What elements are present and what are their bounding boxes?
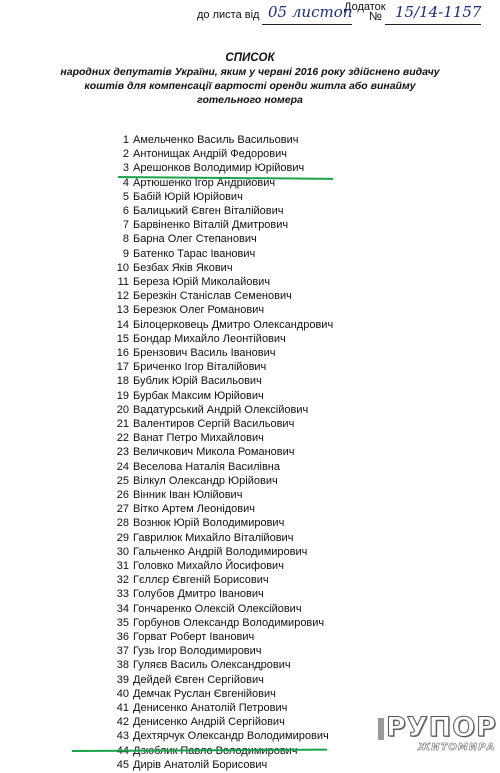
list-item-number: 14 [116,318,129,331]
list-item-number: 22 [116,432,129,445]
list-item-number: 9 [122,247,129,260]
subtitle-line: готельного номера [197,94,303,106]
list-item-number: 12 [116,290,129,303]
list-item-name: Гончаренко Олексій Олексійович [133,602,302,615]
list-item [0,532,500,546]
list-item [0,276,500,290]
list-item [0,759,500,773]
list-item-number: 43 [116,730,129,743]
list-item-number: 10 [116,261,129,274]
list-item [0,588,500,602]
list-item [0,688,500,702]
list-item [0,631,500,645]
list-item-number: 6 [122,205,129,217]
list-item [0,162,500,176]
list-item [0,446,500,460]
list-item [0,645,500,659]
list-item-name: Гальченко Андрій Володимирович [133,545,308,558]
list-item-name: Бабій Юрій Юрійович [133,190,243,203]
list-item-name: Безбах Яків Якович [133,261,233,274]
list-item-name: Гузь Ігор Володимирович [133,645,262,658]
list-item-number: 27 [116,503,129,516]
list-item-number: 39 [116,673,129,686]
list-item-number: 45 [116,758,129,771]
list-item-name: Арешонков Володимир Юрійович [133,162,305,175]
list-item-number: 28 [116,517,129,530]
list-item-name: Бублик Юрій Васильович [133,375,262,388]
list-item-number: 13 [116,304,129,317]
list-item-name: Бурбак Максим Юрійович [133,389,264,402]
list-item-number: 17 [116,361,129,374]
list-item-name: Головко Михайло Йосифович [133,560,284,572]
list-item [0,390,500,404]
list-item-number: 44 [116,744,129,757]
list-item [0,333,500,347]
list-item [0,489,500,503]
list-item-name: Батенко Тарас Іванович [133,247,256,260]
list-item [0,404,500,418]
list-item-number: 31 [116,560,129,572]
list-item-name: Барвіненко Віталій Дмитрович [133,219,289,232]
list-item-name: Денисенко Андрій Сергійович [133,716,285,729]
list-item [0,134,500,148]
list-item-name: Вадатурський Андрій Олексійович [133,403,309,416]
list-item-number: 23 [116,446,129,459]
list-item [0,290,500,304]
list-item-name: Антонищак Андрій Федорович [133,148,288,161]
list-item [0,375,500,389]
list-item-name: Демчак Руслан Євгенійович [133,687,276,700]
list-item [0,219,500,233]
list-item [0,560,500,574]
list-item-number: 21 [116,418,129,430]
list-item-number: 2 [122,148,129,161]
list-item [0,503,500,517]
list-item [0,191,500,205]
list-item-number: 33 [116,588,129,601]
list-item-name: Бриченко Ігор Віталійович [133,361,267,374]
list-item-name: Береза Юрій Миколайович [133,276,271,288]
list-item-name: Березкін Станіслав Семенович [133,290,292,303]
logo-sub-text: ЖИТОМИРА [418,742,496,753]
list-item-number: 15 [116,332,129,345]
list-item [0,432,500,446]
list-item [0,148,500,162]
list-item-number: 16 [116,347,129,359]
handwritten-date: 05 листоп [268,3,353,21]
list-item-number: 38 [116,659,129,672]
list-item [0,361,500,375]
list-item-name: Величкович Микола Романович [133,446,295,459]
list-item-name: Брензович Василь Іванович [133,347,276,359]
list-item-number: 26 [116,489,129,501]
list-item [0,674,500,688]
list-item-number: 7 [122,219,129,232]
list-item [0,659,500,673]
list-item-name: Вознюк Юрій Володимирович [133,517,285,530]
list-item [0,418,500,432]
list-item-name: Вінник Іван Юлійович [133,489,243,501]
list-item [0,574,500,588]
handwritten-number: 15/14-1157 [395,3,482,21]
subtitle-line: коштів для компенсації вартості оренди житла або винайму [84,80,416,92]
list-item [0,248,500,262]
list-item [0,617,500,631]
list-item-name: Дирів Анатолій Борисович [133,758,268,771]
list-item [0,304,500,318]
list-item [0,262,500,276]
date-underline [262,24,352,25]
list-item-name: Гаврилюк Михайло Віталійович [133,531,294,544]
number-label: № [369,9,382,23]
list-item [0,347,500,361]
list-item-name: Горбунов Олександр Володимирович [133,616,325,629]
list-item-number: 4 [122,176,129,189]
watermark-logo [378,712,496,758]
list-item-number: 40 [116,687,129,700]
number-underline [385,24,481,25]
list-item-number: 19 [116,389,129,402]
document-title: СПИСОК [225,52,275,64]
list-item-number: 18 [116,375,129,388]
list-item-name: Березюк Олег Романович [133,304,265,317]
list-item [0,517,500,531]
list-item-name: Артюшенко Ігор Андрійович [133,176,276,189]
list-item-name: Голубов Дмитро Іванович [133,588,264,601]
list-item-number: 25 [116,474,129,487]
list-item-number: 20 [116,403,129,416]
list-item-number: 42 [116,716,129,729]
list-item-number: 5 [122,190,129,203]
list-item-number: 29 [116,531,129,544]
list-item-name: Дейдей Євген Сергійович [133,673,264,686]
list-item-name: Веселова Наталія Василівна [133,460,280,473]
list-item-number: 30 [116,545,129,558]
list-item-number: 11 [117,276,129,288]
list-item-number: 35 [116,616,129,629]
list-item-name: Гєллєр Євгеній Борисович [133,574,269,587]
logo-mark [378,718,384,740]
addendum-label: Додаток [344,1,386,13]
list-item-name: Горват Роберт Іванович [133,631,255,643]
list-item-number: 32 [116,574,129,587]
list-item-name: Бондар Михайло Леонтійович [133,332,286,345]
list-item [0,603,500,617]
list-item-name: Денисенко Анатолій Петрович [133,702,288,714]
list-item [0,233,500,247]
list-item [0,475,500,489]
list-item-name: Дзюблик Павло Володимирович [133,744,298,757]
list-item-name: Гуляєв Василь Олександрович [133,659,291,672]
list-item-number: 3 [122,162,129,175]
list-item [0,319,500,333]
list-item-number: 37 [116,645,129,658]
list-item-name: Валентиров Сергій Васильович [133,418,295,430]
list-item-name: Вітко Артем Леонідович [133,503,256,516]
list-item [0,546,500,560]
subtitle-line: народних депутатів України, яким у червні 2016 року здійснено видачу [60,66,440,78]
list-item-number: 8 [122,233,129,246]
list-item-name: Амельченко Василь Васильович [133,134,299,146]
list-item-name: Вілкул Олександр Юрійович [133,474,278,487]
list-item-number: 1 [122,134,129,146]
list-item-number: 41 [116,702,129,714]
list-item-number: 24 [116,460,129,473]
list-item-number: 36 [116,631,129,643]
to-letter-label: до листа від [197,9,260,21]
list-item-number: 34 [116,602,129,615]
list-item [0,461,500,475]
list-item-name: Ванат Петро Михайлович [133,432,264,445]
list-item-name: Барна Олег Степанович [133,233,257,246]
list-item-name: Дехтярчук Олександр Володимирович [133,730,329,743]
logo-main-text: РУПОР [386,712,497,743]
list-item-name: Білоцерковець Дмитро Олександрович [133,318,334,331]
list-item [0,205,500,219]
list-item-name: Балицький Євген Віталійович [133,205,284,217]
